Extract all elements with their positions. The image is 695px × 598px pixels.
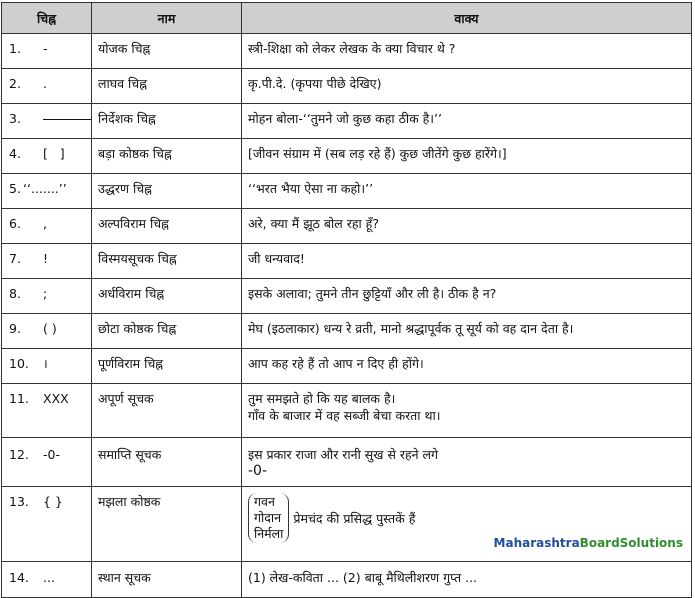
symbol: ... bbox=[43, 570, 55, 585]
sentence-cell: मेघ (इठलाकार) धन्य रे व्रती, मानो श्रद्धापूर्वक तू सूर्य को वह दान देता है। bbox=[242, 314, 692, 349]
table-header-row bbox=[2, 3, 692, 34]
header-sentence: वाक्य bbox=[242, 3, 692, 34]
name-cell: पूर्णविराम चिह्न bbox=[92, 349, 242, 384]
name-cell: समाप्ति सूचक bbox=[92, 438, 242, 487]
table-row: 1. - योजक चिह्न स्त्री-शिक्षा को लेकर लेखक के क्या विचार थे ? bbox=[2, 34, 692, 69]
symbol: -0- bbox=[43, 447, 60, 462]
symbol: ‘‘.......’’ bbox=[23, 181, 67, 196]
table-row: 8. ; अर्धविराम चिह्न इसके अलावा; तुमने तीन छुट्टियाँ और ली है। ठीक है न? bbox=[2, 279, 692, 314]
symbol: ; bbox=[43, 286, 48, 301]
symbol: ! bbox=[43, 251, 49, 266]
sentence-cell: ‘‘भरत भैया ऐसा ना कहो।’’ bbox=[242, 174, 692, 209]
symbol: [ ] bbox=[43, 146, 65, 161]
name-cell: अर्धविराम चिह्न bbox=[92, 279, 242, 314]
name-cell: स्थान सूचक bbox=[92, 562, 242, 598]
header-name: नाम bbox=[92, 3, 242, 34]
name-cell: छोटा कोष्ठक चिह्न bbox=[92, 314, 242, 349]
table-row: 2. . लाघव चिह्न कृ.पी.दे. (कृपया पीछे देखिए) bbox=[2, 69, 692, 104]
punctuation-table bbox=[1, 2, 692, 598]
sentence-cell: आप कह रहे हैं तो आप न दिए ही होंगे। bbox=[242, 349, 692, 384]
sentence-cell: (1) लेख-कविता ... (2) बाबू मैथिलीशरण गुप्त ... bbox=[242, 562, 692, 598]
sentence-cell: जी धन्यवाद! bbox=[242, 244, 692, 279]
symbol: . bbox=[43, 76, 47, 91]
name-cell: निर्देशक चिह्न bbox=[92, 104, 242, 139]
name-cell: विस्मयसूचक चिह्न bbox=[92, 244, 242, 279]
name-cell: लाघव चिह्न bbox=[92, 69, 242, 104]
table-row: 6. , अल्पविराम चिह्न अरे, क्या मैं झूठ बोल रहा हूँ? bbox=[2, 209, 692, 244]
name-cell: योजक चिह्न bbox=[92, 34, 242, 69]
sentence-cell: इस प्रकार राजा और रानी सुख से रहने लगे -0- bbox=[242, 438, 692, 487]
table-row: 4. [ ] बड़ा कोष्ठक चिह्न [जीवन संग्राम में (सब लड़ रहे हैं) कुछ जीतेंगे कुछ हारेंगे।] bbox=[2, 139, 692, 174]
symbol: । bbox=[43, 356, 48, 371]
sentence-cell: कृ.पी.दे. (कृपया पीछे देखिए) bbox=[242, 69, 692, 104]
symbol: - bbox=[43, 41, 48, 56]
table-row: 12. -0- समाप्ति सूचक इस प्रकार राजा और रानी सुख से रहने लगे -0- bbox=[2, 438, 692, 487]
table-row: 7. ! विस्मयसूचक चिह्न जी धन्यवाद! bbox=[2, 244, 692, 279]
table-row: 3. निर्देशक चिह्न मोहन बोला-‘‘तुमने जो कुछ कहा ठीक है।’’ bbox=[2, 104, 692, 139]
table-row: 9. ( ) छोटा कोष्ठक चिह्न मेघ (इठलाकार) धन्य रे व्रती, मानो श्रद्धापूर्वक तू सूर्य को वह दान देता है। bbox=[2, 314, 692, 349]
dash-line-symbol bbox=[43, 119, 92, 120]
name-cell: उद्धरण चिह्न bbox=[92, 174, 242, 209]
header-symbol: चिह्न bbox=[2, 3, 92, 34]
name-cell: मझला कोष्ठक bbox=[92, 487, 242, 562]
name-cell: अल्पविराम चिह्न bbox=[92, 209, 242, 244]
symbol: ( ) bbox=[43, 321, 57, 336]
table-row: 13. { } मझला कोष्ठक गवन गोदान निर्मला प्रेमचंद की प्रसिद्ध पुस्तकें हैं bbox=[2, 487, 692, 562]
table-row: 5. ‘‘.......’’ उद्धरण चिह्न ‘‘भरत भैया ऐसा ना कहो।’’ bbox=[2, 174, 692, 209]
sentence-cell: अरे, क्या मैं झूठ बोल रहा हूँ? bbox=[242, 209, 692, 244]
sentence-cell: [जीवन संग्राम में (सब लड़ रहे हैं) कुछ जीतेंगे कुछ हारेंगे।] bbox=[242, 139, 692, 174]
table-row: 14. ... स्थान सूचक (1) लेख-कविता ... (2) बाबू मैथिलीशरण गुप्त ... bbox=[2, 562, 692, 598]
curly-brace-group: गवन गोदान निर्मला प्रेमचंद की प्रसिद्ध पुस्तकें हैं bbox=[248, 493, 415, 543]
sentence-cell: इसके अलावा; तुमने तीन छुट्टियाँ और ली है। ठीक है न? bbox=[242, 279, 692, 314]
symbol: XXX bbox=[43, 391, 69, 406]
name-cell: बड़ा कोष्ठक चिह्न bbox=[92, 139, 242, 174]
name-cell: अपूर्ण सूचक bbox=[92, 384, 242, 438]
table-row: 11. XXX अपूर्ण सूचक तुम समझते हो कि यह बालक है। गाँव के बाजार में वह सब्जी बेचा करता था। bbox=[2, 384, 692, 438]
symbol: , bbox=[43, 216, 47, 231]
table-row: 10. । पूर्णविराम चिह्न आप कह रहे हैं तो आप न दिए ही होंगे। bbox=[2, 349, 692, 384]
sentence-cell: मोहन बोला-‘‘तुमने जो कुछ कहा ठीक है।’’ bbox=[242, 104, 692, 139]
sentence-cell: तुम समझते हो कि यह बालक है। गाँव के बाजार में वह सब्जी बेचा करता था। bbox=[242, 384, 692, 438]
sentence-cell: स्त्री-शिक्षा को लेकर लेखक के क्या विचार थे ? bbox=[242, 34, 692, 69]
sentence-cell bbox=[242, 487, 692, 562]
watermark: MaharashtraBoardSolutions bbox=[493, 536, 683, 550]
symbol: { } bbox=[43, 494, 63, 509]
